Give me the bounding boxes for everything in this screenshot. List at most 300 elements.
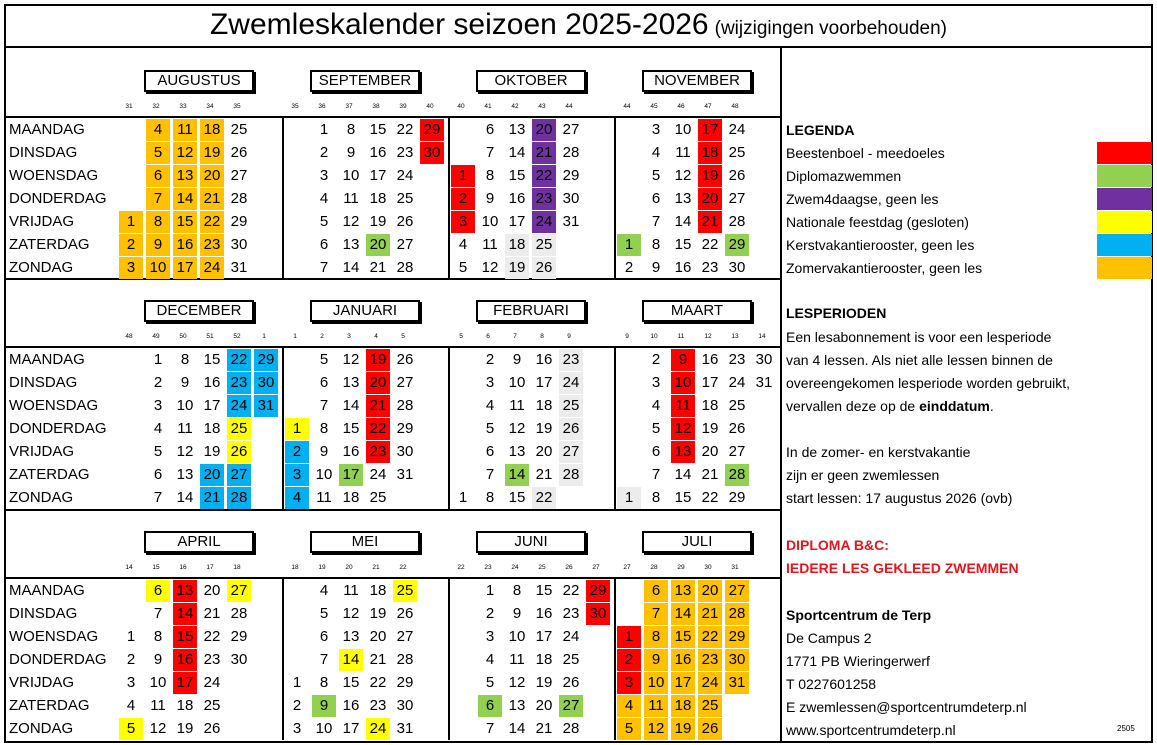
week-number: 32	[152, 103, 160, 110]
day-cell: 26	[230, 144, 248, 161]
day-cell: 4	[617, 695, 641, 717]
day-cell: 19	[369, 605, 387, 622]
day-cell: 15	[342, 420, 360, 437]
day-cell: 10	[481, 213, 499, 230]
day-cell: 5	[617, 718, 641, 740]
day-cell: 10	[671, 372, 695, 394]
day-cell: 2	[126, 651, 136, 668]
week-number: 18	[233, 564, 241, 571]
diploma-line-1: DIPLOMA B&C:	[786, 537, 889, 553]
day-cell: 22	[532, 487, 556, 509]
day-cell: 3	[292, 720, 302, 737]
day-cell: 25	[396, 190, 414, 207]
day-cell: 7	[319, 651, 329, 668]
day-cell: 19	[200, 142, 224, 164]
day-cell: 12	[508, 420, 526, 437]
day-cell: 16	[508, 190, 526, 207]
contact-city: 1771 PB Wieringerwerf	[786, 653, 930, 669]
day-cell: 3	[285, 464, 309, 486]
day-cell: 10	[644, 672, 668, 694]
week-number: 37	[345, 103, 353, 110]
week-number: 27	[592, 564, 600, 571]
day-cell: 14	[342, 259, 360, 276]
week-number: 34	[206, 103, 214, 110]
month-divider	[448, 116, 450, 279]
day-cell: 22	[203, 628, 221, 645]
contact-name: Sportcentrum de Terp	[786, 607, 932, 623]
day-cell: 23	[200, 234, 224, 256]
day-cell: 5	[651, 420, 661, 437]
day-cell: 15	[508, 167, 526, 184]
week-number: 31	[125, 103, 133, 110]
day-cell: 7	[644, 603, 668, 625]
day-cell: 1	[458, 489, 468, 506]
day-cell: 3	[126, 674, 136, 691]
day-cell: 19	[505, 257, 529, 279]
day-cell: 14	[342, 397, 360, 414]
day-cell: 29	[230, 213, 248, 230]
day-cell: 23	[369, 697, 387, 714]
day-cell: 27	[728, 443, 746, 460]
day-cell: 8	[651, 489, 661, 506]
day-cell: 28	[396, 259, 414, 276]
week-number: 13	[731, 333, 739, 340]
day-cell: 13	[342, 628, 360, 645]
day-cell: 23	[396, 144, 414, 161]
day-cell: 17	[339, 464, 363, 486]
day-cell: 4	[285, 487, 309, 509]
day-cell: 14	[173, 188, 197, 210]
week-number: 36	[318, 103, 326, 110]
day-cell: 28	[725, 603, 749, 625]
day-cell: 17	[173, 672, 197, 694]
lesperioden-einddatum: einddatum	[919, 398, 990, 414]
day-cell: 24	[698, 672, 722, 694]
day-cell: 28	[559, 464, 583, 486]
day-cell: 15	[508, 489, 526, 506]
day-cell: 18	[535, 651, 553, 668]
month-header-januari: JANUARI	[310, 300, 420, 322]
day-cell: 23	[532, 188, 556, 210]
day-cell: 25	[369, 489, 387, 506]
day-cell: 21	[203, 605, 221, 622]
day-cell: 4	[458, 236, 468, 253]
day-cell: 3	[651, 121, 661, 138]
day-cell: 15	[369, 121, 387, 138]
day-cell: 7	[146, 188, 170, 210]
week-number: 14	[758, 333, 766, 340]
week-number: 43	[538, 103, 546, 110]
weekday-label-maandag: MAANDAG	[9, 351, 85, 368]
day-cell: 4	[126, 697, 136, 714]
day-cell: 22	[698, 626, 722, 648]
week-number: 12	[704, 333, 712, 340]
day-cell: 15	[173, 626, 197, 648]
day-cell: 28	[396, 397, 414, 414]
block-top-line-2	[4, 346, 782, 348]
day-cell: 28	[230, 605, 248, 622]
legend-swatch-green	[1097, 165, 1152, 187]
week-number: 50	[179, 333, 187, 340]
day-cell: 10	[508, 628, 526, 645]
day-cell: 14	[339, 649, 363, 671]
day-cell: 19	[176, 720, 194, 737]
week-number: 4	[374, 333, 378, 340]
day-cell: 31	[755, 374, 773, 391]
day-cell: 12	[149, 720, 167, 737]
day-cell: 19	[671, 718, 695, 740]
panel-divider	[780, 46, 782, 743]
day-cell: 1	[617, 234, 641, 256]
day-cell: 18	[369, 582, 387, 599]
day-cell: 13	[176, 466, 194, 483]
day-cell: 2	[617, 649, 641, 671]
day-cell: 8	[512, 582, 522, 599]
day-cell: 22	[227, 349, 251, 371]
day-cell: 31	[396, 720, 414, 737]
week-number: 9	[625, 333, 629, 340]
lesperioden-line-2: van 4 lessen. Als niet alle lessen binnen de	[786, 352, 1053, 368]
day-cell: 14	[671, 603, 695, 625]
day-cell: 15	[671, 626, 695, 648]
week-number: 30	[704, 564, 712, 571]
day-cell: 13	[671, 441, 695, 463]
day-cell: 5	[319, 213, 329, 230]
day-cell: 30	[230, 651, 248, 668]
day-cell: 13	[342, 236, 360, 253]
day-cell: 11	[343, 190, 359, 207]
week-number: 14	[125, 564, 133, 571]
title-main: Zwemleskalender seizoen 2025-2026	[209, 8, 709, 41]
day-cell: 30	[396, 443, 414, 460]
month-header-juli: JULI	[642, 531, 752, 553]
week-number: 18	[291, 564, 299, 571]
day-cell: 17	[342, 720, 360, 737]
day-cell: 18	[701, 397, 719, 414]
day-cell: 11	[177, 420, 193, 437]
day-cell: 15	[674, 489, 692, 506]
month-divider	[448, 346, 450, 509]
day-cell: 5	[485, 420, 495, 437]
day-cell: 6	[146, 580, 170, 602]
day-cell: 27	[227, 580, 251, 602]
weekday-label-dinsdag: DINSDAG	[9, 605, 78, 622]
day-cell: 13	[173, 580, 197, 602]
day-cell: 9	[512, 605, 522, 622]
day-cell: 4	[146, 119, 170, 141]
day-cell: 24	[227, 395, 251, 417]
week-number: 2	[320, 333, 324, 340]
day-cell: 14	[674, 466, 692, 483]
day-cell: 12	[481, 259, 499, 276]
day-cell: 3	[651, 374, 661, 391]
day-cell: 17	[671, 672, 695, 694]
day-cell: 30	[230, 236, 248, 253]
day-cell: 28	[725, 464, 749, 486]
day-cell: 31	[725, 672, 749, 694]
day-cell: 26	[698, 718, 722, 740]
week-number: 45	[650, 103, 658, 110]
day-cell: 25	[559, 395, 583, 417]
month-divider	[614, 346, 616, 509]
day-cell: 15	[342, 674, 360, 691]
week-number: 38	[372, 103, 380, 110]
diploma-line-2: IEDERE LES GEKLEED ZWEMMEN	[786, 560, 1019, 576]
day-cell: 9	[180, 374, 190, 391]
day-cell: 17	[535, 374, 553, 391]
day-cell: 27	[227, 464, 251, 486]
day-cell: 16	[173, 649, 197, 671]
contact-website[interactable]: www.sportcentrumdeterp.nl	[786, 722, 956, 738]
weekday-label-dinsdag: DINSDAG	[9, 144, 78, 161]
lesperioden-line-1: Een lesabonnement is voor een lesperiode	[786, 329, 1052, 345]
lesperioden-line-4-post: .	[989, 398, 994, 414]
week-number: 19	[318, 564, 326, 571]
day-cell: 8	[153, 628, 163, 645]
week-number: 3	[347, 333, 351, 340]
week-number: 31	[731, 564, 739, 571]
day-cell: 21	[532, 142, 556, 164]
month-header-april: APRIL	[144, 531, 254, 553]
day-cell: 12	[342, 605, 360, 622]
day-cell: 7	[153, 605, 163, 622]
day-cell: 24	[562, 628, 580, 645]
day-cell: 16	[203, 374, 221, 391]
month-divider	[282, 346, 284, 509]
week-number: 20	[345, 564, 353, 571]
day-cell: 26	[728, 167, 746, 184]
weekday-label-zaterdag: ZATERDAG	[9, 466, 90, 483]
block-top-line-3	[4, 577, 782, 579]
month-header-oktober: OKTOBER	[476, 70, 586, 92]
week-number: 44	[565, 103, 573, 110]
day-cell: 29	[230, 628, 248, 645]
day-cell: 9	[644, 649, 668, 671]
week-number: 9	[567, 333, 571, 340]
day-cell: 26	[562, 674, 580, 691]
legend-swatch-orange	[1097, 257, 1152, 279]
document-code: 2505	[1117, 724, 1135, 733]
week-number: 33	[179, 103, 187, 110]
day-cell: 18	[203, 420, 221, 437]
day-cell: 27	[230, 167, 248, 184]
month-divider	[614, 116, 616, 279]
day-cell: 24	[532, 211, 556, 233]
day-cell: 14	[173, 603, 197, 625]
day-cell: 28	[562, 144, 580, 161]
week-number: 1	[293, 333, 297, 340]
day-cell: 25	[203, 697, 221, 714]
day-cell: 31	[254, 395, 278, 417]
day-cell: 24	[396, 167, 414, 184]
lesperioden-line-5: In de zomer- en kerstvakantie	[786, 444, 971, 460]
day-cell: 11	[482, 236, 498, 253]
day-cell: 20	[369, 628, 387, 645]
day-cell: 22	[701, 236, 719, 253]
day-cell: 4	[319, 190, 329, 207]
day-cell: 5	[651, 167, 661, 184]
day-cell: 30	[420, 142, 444, 164]
day-cell: 17	[508, 213, 526, 230]
month-divider	[614, 577, 616, 740]
day-cell: 24	[559, 372, 583, 394]
day-cell: 11	[644, 695, 668, 717]
week-number: 5	[401, 333, 405, 340]
day-cell: 1	[126, 628, 136, 645]
day-cell: 1	[485, 582, 495, 599]
week-number: 11	[677, 333, 685, 340]
day-cell: 23	[366, 441, 390, 463]
day-cell: 7	[153, 489, 163, 506]
contact-email[interactable]: E zwemlessen@sportcentrumdeterp.nl	[786, 699, 1027, 715]
day-cell: 19	[203, 443, 221, 460]
day-cell: 17	[203, 397, 221, 414]
day-cell: 18	[176, 697, 194, 714]
day-cell: 6	[485, 121, 495, 138]
week-number: 26	[565, 564, 573, 571]
day-cell: 9	[671, 349, 695, 371]
day-cell: 12	[342, 351, 360, 368]
lesperioden-line-4	[786, 395, 994, 417]
block-top-line-1	[4, 116, 782, 118]
day-cell: 10	[674, 121, 692, 138]
weekday-label-woensdag: WOENSDAG	[9, 397, 99, 414]
weekday-label-maandag: MAANDAG	[9, 121, 85, 138]
day-cell: 31	[396, 466, 414, 483]
day-cell: 2	[119, 234, 143, 256]
day-cell: 26	[227, 441, 251, 463]
week-number: 23	[484, 564, 492, 571]
day-cell: 3	[319, 167, 329, 184]
day-cell: 21	[369, 651, 387, 668]
day-cell: 28	[230, 190, 248, 207]
day-cell: 20	[200, 165, 224, 187]
day-cell: 5	[119, 718, 143, 740]
day-cell: 14	[505, 464, 529, 486]
day-cell: 25	[728, 397, 746, 414]
day-cell: 5	[146, 142, 170, 164]
day-cell: 14	[674, 213, 692, 230]
day-cell: 21	[698, 603, 722, 625]
contact-phone: T 0227601258	[786, 676, 877, 692]
day-cell: 20	[698, 188, 722, 210]
week-number: 48	[731, 103, 739, 110]
day-cell: 16	[173, 234, 197, 256]
day-cell: 1	[292, 674, 302, 691]
day-cell: 19	[366, 349, 390, 371]
day-cell: 7	[485, 720, 495, 737]
day-cell: 1	[617, 487, 641, 509]
day-cell: 16	[674, 259, 692, 276]
day-cell: 6	[485, 443, 495, 460]
day-cell: 30	[755, 351, 773, 368]
month-divider	[448, 577, 450, 740]
day-cell: 29	[562, 167, 580, 184]
day-cell: 6	[478, 695, 502, 717]
week-number: 46	[677, 103, 685, 110]
day-cell: 29	[420, 119, 444, 141]
legend-label-zomervakantie: Zomervakantierooster, geen les	[786, 260, 983, 276]
day-cell: 16	[671, 649, 695, 671]
day-cell: 21	[701, 466, 719, 483]
day-cell: 1	[617, 626, 641, 648]
weekday-label-zondag: ZONDAG	[9, 259, 74, 276]
day-cell: 3	[485, 374, 495, 391]
day-cell: 6	[319, 236, 329, 253]
week-number: 52	[233, 333, 241, 340]
day-cell: 20	[535, 443, 553, 460]
day-cell: 24	[366, 718, 390, 740]
day-cell: 20	[366, 234, 390, 256]
legend-label-diplomazwemmen: Diplomazwemmen	[786, 168, 902, 184]
page-title	[4, 4, 1153, 48]
day-cell: 17	[698, 119, 722, 141]
day-cell: 8	[180, 351, 190, 368]
day-cell: 31	[562, 213, 580, 230]
day-cell: 20	[701, 443, 719, 460]
legend-label-feestdag: Nationale feestdag (gesloten)	[786, 214, 969, 230]
day-cell: 2	[153, 374, 163, 391]
day-cell: 27	[725, 580, 749, 602]
day-cell: 10	[176, 397, 194, 414]
weekday-label-zaterdag: ZATERDAG	[9, 697, 90, 714]
day-cell: 27	[728, 190, 746, 207]
day-cell: 26	[728, 420, 746, 437]
day-cell: 8	[485, 489, 495, 506]
day-cell: 21	[535, 720, 553, 737]
day-cell: 4	[319, 582, 329, 599]
day-cell: 24	[728, 374, 746, 391]
day-cell: 19	[701, 420, 719, 437]
day-cell: 30	[586, 603, 610, 625]
day-cell: 25	[728, 144, 746, 161]
day-cell: 26	[203, 720, 221, 737]
week-number: 44	[623, 103, 631, 110]
day-cell: 12	[176, 443, 194, 460]
day-cell: 9	[319, 443, 329, 460]
day-cell: 23	[203, 651, 221, 668]
day-cell: 21	[535, 466, 553, 483]
day-cell: 10	[508, 374, 526, 391]
day-cell: 16	[535, 605, 553, 622]
month-header-februari: FEBRUARI	[476, 300, 586, 322]
week-number: 35	[291, 103, 299, 110]
day-cell: 16	[535, 351, 553, 368]
week-number: 48	[125, 333, 133, 340]
day-cell: 7	[651, 466, 661, 483]
day-cell: 29	[725, 626, 749, 648]
day-cell: 25	[227, 418, 251, 440]
day-cell: 11	[150, 697, 166, 714]
day-cell: 13	[508, 121, 526, 138]
week-number: 10	[650, 333, 658, 340]
month-header-mei: MEI	[310, 531, 420, 553]
day-cell: 12	[671, 418, 695, 440]
day-cell: 6	[651, 190, 661, 207]
day-cell: 12	[508, 674, 526, 691]
day-cell: 3	[119, 257, 143, 279]
day-cell: 16	[369, 144, 387, 161]
day-cell: 1	[451, 165, 475, 187]
week-number: 28	[650, 564, 658, 571]
day-cell: 22	[366, 418, 390, 440]
day-cell: 19	[535, 420, 553, 437]
day-cell: 9	[512, 351, 522, 368]
day-cell: 18	[200, 119, 224, 141]
day-cell: 23	[227, 372, 251, 394]
day-cell: 29	[396, 420, 414, 437]
day-cell: 18	[369, 190, 387, 207]
